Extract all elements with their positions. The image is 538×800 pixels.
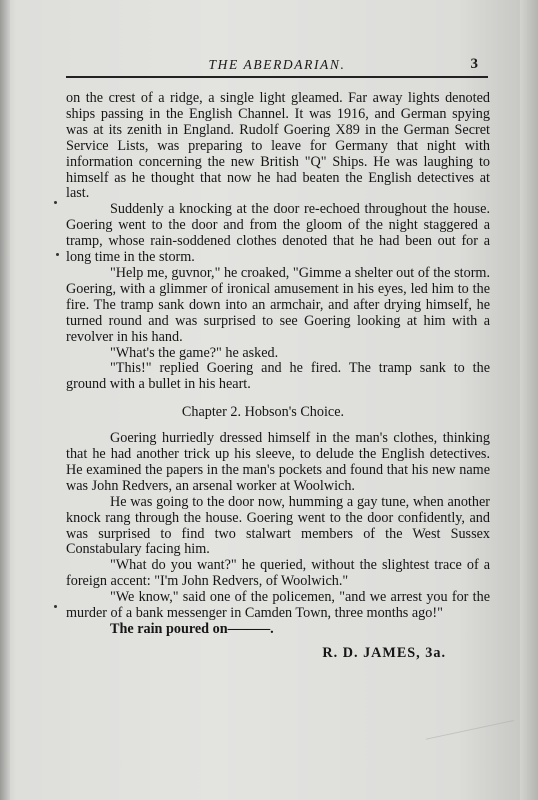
story-text xyxy=(66,91,490,662)
ink-speck xyxy=(54,605,57,608)
paragraph: He was going to the door now, humming a gay tune, when another knock rang through the house. Goering went to the door confidently, and was surprised to find two stalwart members of the West Sussex Constabulary facing him. xyxy=(66,493,490,558)
author-signature: R. D. JAMES, 3a. xyxy=(322,644,446,661)
page-edge-right xyxy=(520,0,538,800)
paragraph: Goering hurriedly dressed himself in the man's clothes, thinking that he had another trick up his sleeve, to delude the English detectives. He examined the papers in the man's pockets and found that his new name was John Redvers, an arsenal worker at Woolwich. xyxy=(66,430,490,494)
paragraph: "This!" replied Goering and he fired. The tramp sank to the ground with a bullet in his heart. xyxy=(66,360,490,393)
paper-scratch xyxy=(426,720,520,769)
paragraph: Suddenly a knocking at the door re-echoed throughout the house. Goering went to the door and from the gloom of the night staggered a tramp, whose rain-soddened clothes denoted that he had been out for a long time in the storm. xyxy=(66,201,490,266)
paragraph: "Help me, guvnor," he croaked, "Gimme a shelter out of the storm. Goering, with a glimmer of ironical amusement in his eyes, led him to the fire. The tramp sank down into an armchair, and after drying himself, he turned round and was surprised to see Goering looking at him with a revolver in his hand. xyxy=(66,264,490,345)
paragraph: "What do you want?" he queried, without the slightest trace of a foreign accent: "I'm John Redvers, of Woolwich." xyxy=(66,557,490,590)
ink-speck xyxy=(54,201,57,204)
paragraph: on the crest of a ridge, a single light gleamed. Far away lights denoted ships passing in the English Channel. It was 1916, and German spying was at its zenith in England. Rudolf Goering X89 in the German Secret Service Lists, was preparing to leave for Germany that night with information concerning the new British "Q" Ships. He was laughing to himself as he thought that now he had beaten the English detectives at last. xyxy=(66,90,490,202)
page-number: 3 xyxy=(470,56,478,72)
ink-speck xyxy=(56,253,59,256)
page-edge-left xyxy=(0,0,10,800)
magazine-title: THE ABERDARIAN. xyxy=(208,57,346,72)
page-header xyxy=(66,56,488,78)
paragraph: "What's the game?" he asked. xyxy=(110,344,279,361)
paragraph: "We know," said one of the policemen, "and we arrest you for the murder of a bank messenger in Camden Town, three months ago!" xyxy=(66,589,490,622)
chapter-heading: Chapter 2. Hobson's Choice. xyxy=(181,404,345,421)
closing-line: The rain poured on———. xyxy=(110,621,274,637)
